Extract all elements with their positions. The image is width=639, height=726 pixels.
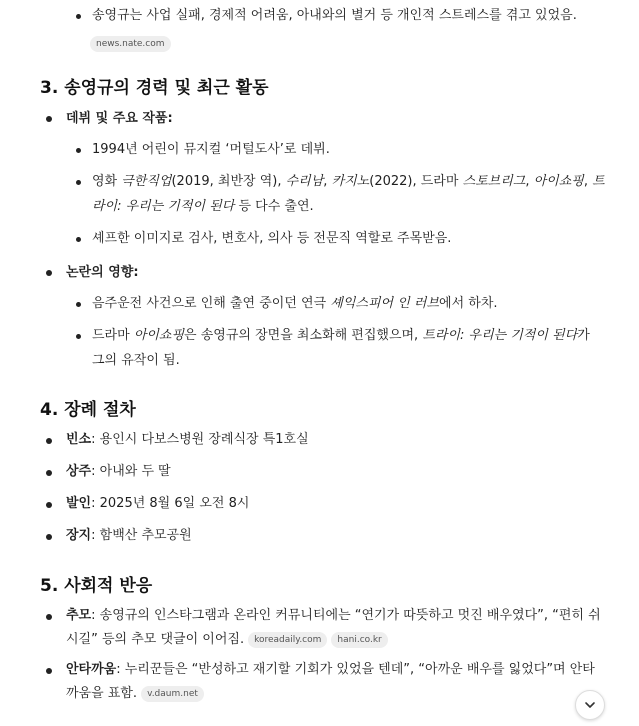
bullet [76, 237, 81, 242]
section-heading: 5. 사회적 반응 [40, 576, 153, 596]
list-item-label: 데뷔 및 주요 작품: [66, 111, 173, 126]
list-item: 음주운전 사건으로 인해 출연 중이던 연극 셰익스피어 인 러브에서 하차. [92, 296, 498, 311]
bullet [76, 148, 81, 153]
bullet [46, 668, 52, 674]
list-item: 빈소: 용인시 다보스병원 장례식장 특1호실 [66, 432, 309, 447]
list-item: 발인: 2025년 8월 6일 오전 8시 [66, 496, 250, 511]
list-item: 1994년 어린이 뮤지컬 ‘머털도사’로 데뷔. [92, 142, 330, 157]
source-chip[interactable]: hani.co.kr [331, 632, 387, 648]
bullet [76, 14, 81, 19]
list-item-label: 논란의 영향: [66, 265, 139, 280]
bullet [46, 470, 52, 476]
source-chip[interactable]: v.daum.net [141, 686, 204, 702]
list-item-cont: 시길” 등의 추모 댓글이 이어짐. koreadaily.com hani.co.kr [66, 627, 611, 652]
list-item-cont: 까움을 표함. v.daum.net [66, 681, 611, 706]
bullet [46, 270, 52, 276]
chevron-down-icon [584, 699, 596, 711]
list-item: 송영규는 사업 실패, 경제적 어려움, 아내와의 별거 등 개인적 스트레스를 겪고 있었음. [92, 8, 577, 23]
bullet [46, 438, 52, 444]
list-item: 안타까움: 누리꾼들은 “반성하고 재기할 기회가 있었을 텐데”, “아까운 배우를 잃었다”며 안타 [66, 662, 595, 677]
list-item: 셰프한 이미지로 검사, 변호사, 의사 등 전문직 역할로 주목받음. [92, 231, 452, 246]
bullet [46, 502, 52, 508]
bullet [46, 614, 52, 620]
list-item: 드라마 아이쇼핑은 송영규의 장면을 최소화해 편집했으며, 트라이: 우리는 기적이 된다가 그의 유작이 됨. [92, 328, 590, 368]
list-item: 추모: 송영규의 인스타그램과 온라인 커뮤니티에는 “연기가 따뜻하고 멋진 배우였다”, “편히 쉬 [66, 608, 601, 623]
list-item: 장지: 함백산 추모공원 [66, 528, 192, 543]
list-item-works: 영화 극한직업(2019, 최반장 역), 수리남, 카지노(2022), 드라마 스토브리그, 아이쇼핑, 트라이: 우리는 기적이 된다 등 다수 출연. [92, 174, 605, 214]
bullet [46, 116, 52, 122]
scroll-down-button[interactable] [575, 690, 605, 720]
bullet [76, 180, 81, 185]
bullet [76, 334, 81, 339]
source-chip[interactable]: news.nate.com [90, 36, 171, 52]
bullet [46, 534, 52, 540]
source-chip[interactable]: koreadaily.com [248, 632, 327, 648]
bullet [76, 302, 81, 307]
list-item: 상주: 아내와 두 딸 [66, 464, 171, 479]
section-heading: 3. 송영규의 경력 및 최근 활동 [40, 78, 269, 98]
section-heading: 4. 장례 절차 [40, 400, 136, 420]
